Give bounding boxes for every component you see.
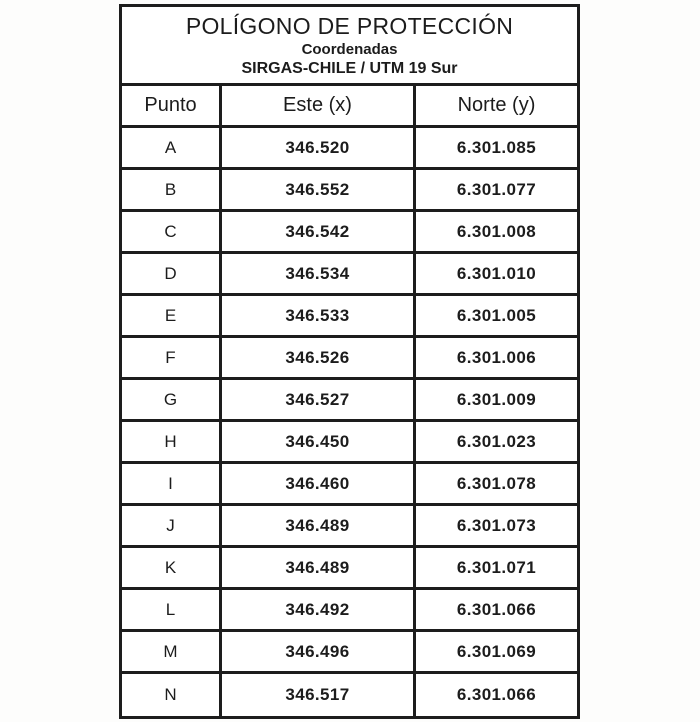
table-row bbox=[122, 128, 577, 170]
table-row bbox=[122, 422, 577, 464]
table-row bbox=[122, 170, 577, 212]
table-subtitle-datum: SIRGAS-CHILE / UTM 19 Sur bbox=[241, 60, 458, 77]
east-coordinate-cell: 346.450 bbox=[219, 422, 413, 461]
point-label-cell: D bbox=[164, 263, 177, 283]
table-row bbox=[122, 212, 577, 254]
north-coordinate-cell: 6.301.085 bbox=[413, 128, 577, 167]
coordinates-table bbox=[119, 4, 580, 719]
table-row bbox=[122, 254, 577, 296]
table-header-row bbox=[122, 86, 577, 128]
column-header-punto: Punto bbox=[144, 94, 197, 116]
east-coordinate-cell: 346.489 bbox=[219, 506, 413, 545]
east-coordinate-cell: 346.520 bbox=[219, 128, 413, 167]
east-coordinate-cell: 346.492 bbox=[219, 590, 413, 629]
north-coordinate-cell: 6.301.066 bbox=[413, 674, 577, 716]
east-coordinate-cell: 346.533 bbox=[219, 296, 413, 335]
table-row bbox=[122, 296, 577, 338]
column-header-este: Este (x) bbox=[219, 86, 413, 125]
point-label-cell: M bbox=[163, 641, 178, 661]
east-coordinate-cell: 346.496 bbox=[219, 632, 413, 671]
east-coordinate-cell: 346.517 bbox=[219, 674, 413, 716]
north-coordinate-cell: 6.301.008 bbox=[413, 212, 577, 251]
point-label-cell: A bbox=[164, 137, 177, 157]
point-label-cell: N bbox=[164, 685, 177, 704]
point-label-cell: I bbox=[168, 473, 173, 493]
east-coordinate-cell: 346.460 bbox=[219, 464, 413, 503]
north-coordinate-cell: 6.301.078 bbox=[413, 464, 577, 503]
table-title: POLÍGONO DE PROTECCIÓN bbox=[185, 13, 514, 39]
table-subtitle-coordenadas: Coordenadas bbox=[301, 41, 398, 58]
point-label-cell: E bbox=[164, 305, 177, 325]
north-coordinate-cell: 6.301.071 bbox=[413, 548, 577, 587]
table-row bbox=[122, 464, 577, 506]
east-coordinate-cell: 346.552 bbox=[219, 170, 413, 209]
table-title-block bbox=[122, 7, 577, 86]
point-label-cell: H bbox=[164, 431, 177, 451]
north-coordinate-cell: 6.301.009 bbox=[413, 380, 577, 419]
north-coordinate-cell: 6.301.023 bbox=[413, 422, 577, 461]
east-coordinate-cell: 346.542 bbox=[219, 212, 413, 251]
column-header-norte: Norte (y) bbox=[413, 86, 577, 125]
point-label-cell: C bbox=[164, 221, 177, 241]
point-label-cell: K bbox=[164, 557, 177, 577]
north-coordinate-cell: 6.301.066 bbox=[413, 590, 577, 629]
table-row bbox=[122, 548, 577, 590]
east-coordinate-cell: 346.527 bbox=[219, 380, 413, 419]
point-label-cell: J bbox=[166, 515, 175, 535]
table-row bbox=[122, 632, 577, 674]
table-row bbox=[122, 674, 577, 716]
east-coordinate-cell: 346.534 bbox=[219, 254, 413, 293]
north-coordinate-cell: 6.301.010 bbox=[413, 254, 577, 293]
north-coordinate-cell: 6.301.006 bbox=[413, 338, 577, 377]
table-row bbox=[122, 590, 577, 632]
point-label-cell: G bbox=[163, 389, 178, 409]
north-coordinate-cell: 6.301.077 bbox=[413, 170, 577, 209]
table-row bbox=[122, 338, 577, 380]
point-label-cell: B bbox=[164, 179, 177, 199]
north-coordinate-cell: 6.301.069 bbox=[413, 632, 577, 671]
point-label-cell: F bbox=[165, 347, 176, 367]
table-row bbox=[122, 380, 577, 422]
table-row bbox=[122, 506, 577, 548]
east-coordinate-cell: 346.489 bbox=[219, 548, 413, 587]
point-label-cell: L bbox=[165, 599, 176, 619]
table-body bbox=[122, 128, 577, 716]
north-coordinate-cell: 6.301.005 bbox=[413, 296, 577, 335]
east-coordinate-cell: 346.526 bbox=[219, 338, 413, 377]
north-coordinate-cell: 6.301.073 bbox=[413, 506, 577, 545]
